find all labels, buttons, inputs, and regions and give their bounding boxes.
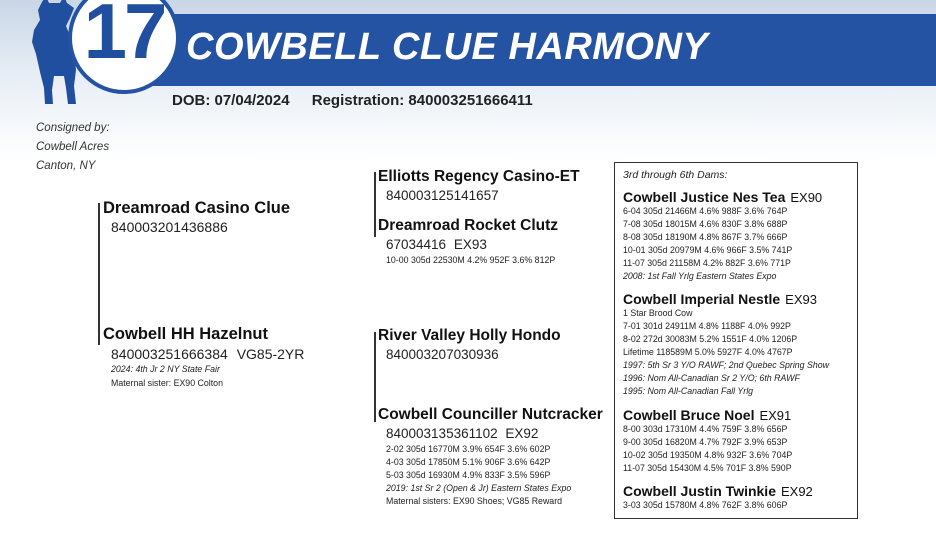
dam-5-line: 10-02 305d 19350M 4.8% 932F 3.6% 704P	[623, 450, 793, 460]
title-banner	[150, 14, 936, 86]
maternal-granddam-note: Maternal sisters: EX90 Shoes; VG85 Reward	[386, 496, 563, 506]
dam-3-award: 2008: 1st Fall Yrlg Eastern States Expo	[623, 271, 777, 281]
extended-dams-box	[614, 162, 858, 519]
dams-box-title: 3rd through 6th Dams:	[623, 169, 728, 181]
dam-5-line: 11-07 305d 15430M 4.5% 701F 3.8% 590P	[623, 463, 792, 473]
maternal-grandsire-name: River Valley Holly Hondo	[378, 327, 561, 344]
maternal-grandsire-block	[378, 327, 561, 362]
maternal-granddam-block	[378, 406, 603, 508]
sire-reg: 840003201436886	[111, 219, 228, 235]
dam-6-name: Cowbell Justin Twinkie	[623, 483, 776, 499]
maternal-grandsire-reg: 840003207030936	[386, 347, 499, 362]
pedigree-line-upper	[374, 172, 376, 237]
maternal-granddam-reg: 840003135361102	[386, 426, 498, 441]
dam-5-name: Cowbell Bruce Noel	[623, 407, 755, 423]
paternal-grandsire-block	[378, 168, 580, 203]
dam-3-line: 11-07 305d 21158M 4.2% 882F 3.6% 771P	[623, 258, 791, 268]
dam-4-name: Cowbell Imperial Nestle	[623, 291, 781, 307]
pedigree-line-left	[98, 203, 100, 345]
dam-3-line: 8-08 305d 18190M 4.8% 867F 3.7% 666P	[623, 232, 788, 242]
animal-name: COWBELL CLUE HARMONY	[186, 26, 709, 68]
maternal-granddam-records	[386, 443, 603, 508]
paternal-granddam-block	[378, 217, 558, 267]
dam-reg: 840003251666384	[111, 346, 228, 362]
dam-4-award: 1997: 5th Sr 3 Y/O RAWF; 2nd Quebec Spring Show	[623, 360, 830, 370]
paternal-grandsire-name: Elliotts Regency Casino-ET	[378, 168, 580, 185]
maternal-granddam-record: 4-03 305d 17850M 5.1% 906F 3.6% 642P	[386, 457, 551, 467]
fourth-dam	[623, 291, 829, 398]
dam-4-line: 1 Star Brood Cow	[623, 308, 693, 318]
consigner-location: Canton, NY	[36, 160, 96, 172]
dam-3-line: 6-04 305d 21466M 4.6% 988F 3.6% 764P	[623, 206, 788, 216]
dob: DOB: 07/04/2024	[172, 92, 290, 109]
dam-4-line: 7-01 301d 24911M 4.8% 1188F 4.0% 992P	[623, 321, 791, 331]
third-dam	[623, 189, 822, 283]
dam-3-line: 7-08 305d 18015M 4.6% 830F 3.8% 688P	[623, 219, 788, 229]
maternal-granddam-score: EX92	[505, 426, 539, 441]
maternal-granddam-record: 2-02 305d 16770M 3.9% 654F 3.6% 602P	[386, 444, 551, 454]
dam-score: VG85-2YR	[236, 346, 305, 362]
dam-6-line: 3-03 305d 15780M 4.8% 762F 3.8% 606P	[623, 500, 788, 510]
dam-3-name: Cowbell Justice Nes Tea	[623, 189, 786, 205]
paternal-granddam-name: Dreamroad Rocket Clutz	[378, 217, 559, 234]
dam-5-line: 8-00 303d 17310M 4.4% 759F 3.8% 656P	[623, 424, 788, 434]
paternal-granddam-reg: 67034416	[386, 237, 447, 252]
dam-6-score: EX92	[780, 484, 813, 499]
consigner-label: Consigned by:	[36, 122, 110, 134]
paternal-granddam-record: 10-00 305d 22530M 4.2% 952F 3.6% 812P	[386, 255, 556, 265]
paternal-granddam-score: EX93	[453, 237, 487, 252]
dam-note: Maternal sister: EX90 Colton	[111, 378, 223, 388]
lot-number: 17	[83, 0, 165, 75]
maternal-granddam-record: 5-03 305d 16930M 4.9% 833F 3.5% 596P	[386, 470, 551, 480]
maternal-granddam-award: 2019: 1st Sr 2 (Open & Jr) Eastern States Expo	[386, 483, 572, 493]
dam-4-award: 1995: Nom All-Canadian Fall Yrlg	[623, 386, 754, 396]
paternal-grandsire-reg: 840003125141657	[386, 188, 499, 203]
dam-4-score: EX93	[785, 292, 817, 307]
consigner-farm: Cowbell Acres	[36, 141, 110, 153]
dam-4-line: Lifetime 118589M 5.0% 5927F 4.0% 4767P	[623, 347, 793, 357]
sire-name: Dreamroad Casino Clue	[103, 199, 291, 217]
dam-5-score: EX91	[759, 408, 792, 423]
dam-4-award: 1996: Nom All-Canadian Sr 2 Y/O; 6th RAWF	[623, 373, 800, 383]
dam-4-line: 8-02 272d 30083M 5.2% 1551F 4.0% 1206P	[623, 334, 798, 344]
dam-name: Cowbell HH Hazelnut	[103, 325, 269, 343]
dam-block	[103, 325, 304, 390]
registration: Registration: 840003251666411	[311, 92, 533, 109]
maternal-granddam-name: Cowbell Counciller Nutcracker	[378, 406, 603, 423]
pedigree-line-lower	[374, 332, 376, 422]
dam-5-line: 9-00 305d 16820M 4.7% 792F 3.9% 653P	[623, 437, 788, 447]
dam-3-score: EX90	[790, 190, 823, 205]
dam-award: 2024: 4th Jr 2 NY State Fair	[111, 364, 220, 374]
sixth-dam	[623, 483, 813, 512]
dam-3-line: 10-01 305d 20979M 4.6% 966F 3.5% 741P	[623, 245, 793, 255]
consigner-info	[36, 119, 110, 176]
birth-registration-line	[172, 92, 551, 109]
fifth-dam	[623, 407, 792, 475]
sire-block	[103, 199, 290, 235]
